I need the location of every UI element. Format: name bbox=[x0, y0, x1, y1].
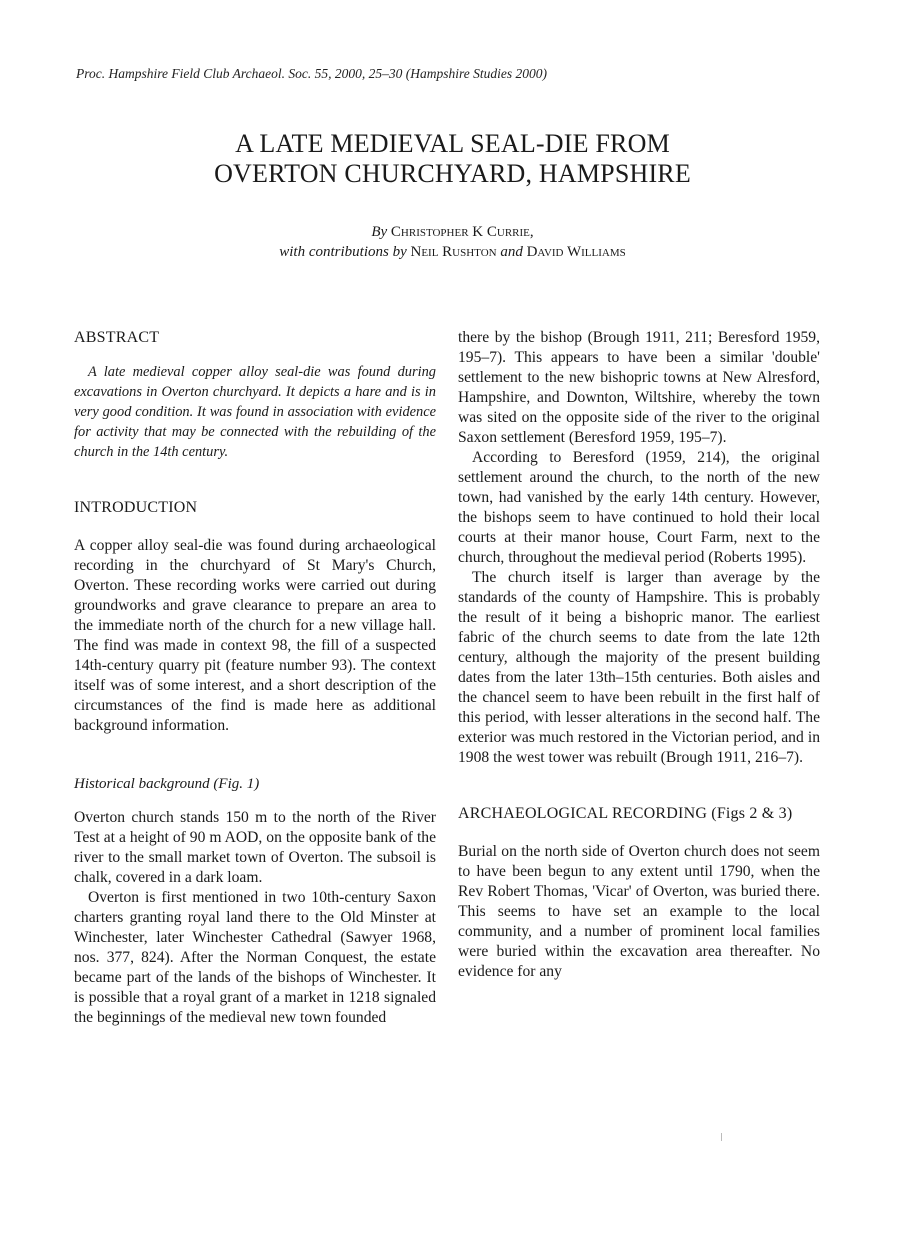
left-column bbox=[74, 328, 436, 1028]
title-line-1: A LATE MEDIEVAL SEAL-DIE FROM bbox=[235, 129, 670, 158]
contributors-line bbox=[0, 242, 905, 262]
archaeological-recording-text: Burial on the north side of Overton church does not seem to have been begun to any extent until 1790, when the Rev Robert Thomas, 'Vicar' of Overton, was buried there. This seems to have set an example to the local community, and a number of prominent local families were buried within the excavation area thereafter. No evidence for any bbox=[458, 843, 820, 980]
by-label: By bbox=[371, 224, 388, 240]
author-name: Christopher K Currie, bbox=[390, 224, 534, 240]
archaeological-recording-heading bbox=[458, 804, 820, 824]
title-line-2: OVERTON CHURCHYARD, HAMPSHIRE bbox=[214, 159, 691, 188]
right-paragraph-1: there by the bishop (Brough 1911, 211; Beresford 1959, 195–7). This appears to have been a similar 'double' settlement to the new bishopric towns at New Alresford, Hampshire, and Downton, Wiltshire, whereby the town was sited on the opposite side of the river to the original Saxon settlement (Beresford 1959, 195–7). bbox=[458, 329, 820, 446]
archaeological-recording-heading-text: ARCHAEOLOGICAL RECORDING (Figs 2 & 3) bbox=[458, 805, 793, 822]
introduction-heading: INTRODUCTION bbox=[74, 499, 198, 516]
right-paragraph-2: According to Beresford (1959, 214), the original settlement around the church, to the north of the new town, had vanished by the early 14th century. However, the bishops seem to have continued to hold their local courts at their manor house, Court Farm, next to the church, throughout the medieval period (Roberts 1995). bbox=[458, 449, 820, 566]
right-paragraph-3: The church itself is larger than average by the standards of the county of Hampshire. This is probably the result of it being a bishopric manor. The earliest fabric of the church seems to date from the late 12th century, although the majority of the present building dates from the later 13th–15th centuries. Both aisles and the chancel seem to have been rebuilt in the first half of this period, with lesser alterations in the second half. The exterior was much restored in the Victorian period, and in 1908 the west tower was rebuilt (Brough 1911, 216–7). bbox=[458, 569, 820, 766]
contributor-name-1: Neil Rushton bbox=[410, 244, 497, 260]
running-head: Proc. Hampshire Field Club Archaeol. Soc. 55, 2000, 25–30 (Hampshire Studies 2000) bbox=[76, 66, 547, 81]
contributions-label: with contributions by bbox=[279, 244, 407, 260]
scan-mark bbox=[721, 1133, 722, 1141]
introduction-text: A copper alloy seal-die was found during archaeological recording in the churchyard of St Mary's Church, Overton. These recording works were carried out during groundworks and grave clearance to prepare an area to the immediate north of the church for a new village hall. The find was made in context 98, the fill of a suspected 14th-century quarry pit (feature number 93). The context itself was of some interest, and a short description of the circumstances of the find is made here as additional background information. bbox=[74, 537, 436, 734]
contributor-name-2: David Williams bbox=[526, 244, 626, 260]
article-title bbox=[0, 129, 905, 189]
historical-paragraph-2: Overton is first mentioned in two 10th-century Saxon charters granting royal land there to the Old Minster at Winchester, later Winchester Cathedral (Sawyer 1968, nos. 377, 824). After the Norman Conquest, the estate became part of the lands of the bishops of Winchester. It is possible that a royal grant of a market in 1218 signaled the beginnings of the medieval new town founded bbox=[74, 889, 436, 1026]
right-column bbox=[458, 328, 820, 982]
author-line bbox=[0, 222, 905, 242]
and-label: and bbox=[500, 244, 523, 260]
abstract-text: A late medieval copper alloy seal-die was found during excavations in Overton churchyard. It depicts a hare and is in very good condition. It was found in association with evidence for activity that may be connected with the rebuilding of the church in the 14th century. bbox=[74, 364, 436, 460]
historical-paragraph-1: Overton church stands 150 m to the north of the River Test at a height of 90 m AOD, on the opposite bank of the river to the small market town of Overton. The subsoil is chalk, covered in a dark loam. bbox=[74, 809, 436, 886]
abstract-heading: ABSTRACT bbox=[74, 329, 160, 346]
byline bbox=[0, 222, 905, 262]
historical-background-heading: Historical background (Fig. 1) bbox=[74, 776, 260, 792]
